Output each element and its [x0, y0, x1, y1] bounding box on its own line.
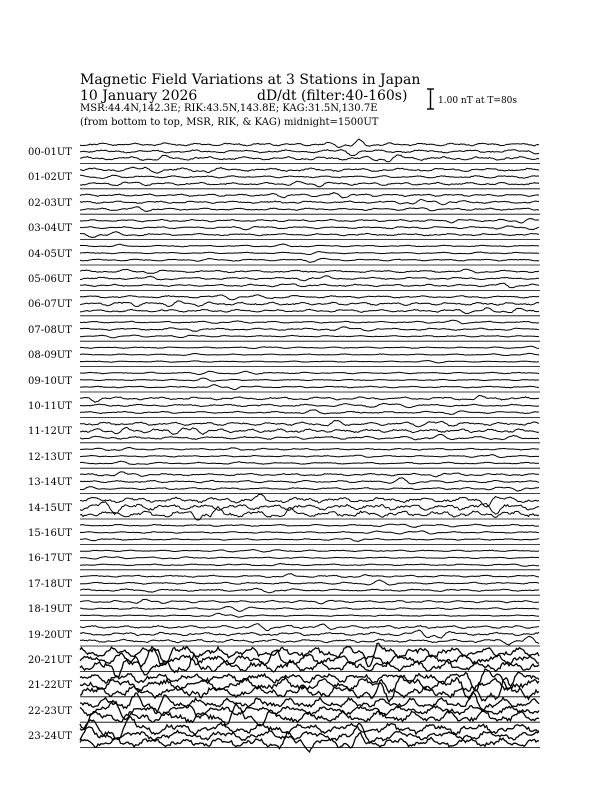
trace-rik: [80, 607, 539, 612]
trace-rik: [80, 226, 539, 230]
row-label: 15-16UT: [28, 528, 72, 539]
row-label: 22-23UT: [28, 705, 72, 717]
trace-kag: [80, 244, 539, 247]
trace-msr: [80, 564, 539, 567]
row-label: 08-09UT: [28, 350, 72, 362]
trace-rik: [80, 327, 539, 332]
trace-rik: [80, 301, 539, 307]
row-label: 23-24UT: [28, 731, 72, 743]
row-label: 20-21UT: [28, 655, 72, 666]
trace-msr: [80, 207, 539, 212]
trace-kag: [80, 472, 539, 477]
scale-label: 1.00 nT at T=80s: [438, 96, 518, 106]
trace-rik: [80, 557, 539, 560]
trace-msr: [80, 258, 539, 262]
row-label: 19-20UT: [28, 629, 72, 641]
row-label: 00-01UT: [28, 147, 72, 158]
trace-kag: [80, 295, 539, 300]
row-label: 05-06UT: [28, 274, 72, 285]
trace-msr: [80, 335, 539, 338]
trace-rik: [80, 150, 539, 156]
trace-msr: [80, 435, 539, 440]
row-label: 17-18UT: [28, 578, 72, 590]
trace-kag: [80, 692, 539, 714]
trace-msr: [80, 361, 539, 364]
trace-msr: [80, 385, 539, 390]
trace-rik: [80, 630, 539, 638]
trace-msr: [80, 538, 539, 541]
trace-rik: [80, 427, 539, 434]
trace-msr: [80, 507, 539, 520]
trace-kag: [80, 421, 539, 427]
row-label: 14-15UT: [28, 502, 72, 514]
trace-rik: [80, 252, 539, 255]
trace-kag: [80, 193, 539, 198]
row-label: 02-03UT: [28, 197, 72, 209]
chart-component: dD/dt (filter:40-160s): [257, 88, 408, 104]
trace-kag: [80, 574, 539, 578]
trace-kag: [80, 269, 539, 273]
trace-msr: [80, 613, 539, 617]
trace-rik: [80, 175, 539, 178]
row-label: 03-04UT: [28, 223, 72, 235]
trace-kag: [80, 599, 539, 604]
row-label: 18-19UT: [28, 604, 72, 616]
trace-msr: [80, 308, 539, 314]
trace-kag: [80, 320, 539, 324]
trace-msr: [80, 461, 539, 464]
trace-kag: [80, 346, 539, 348]
trace-rik: [80, 276, 539, 281]
trace-rik: [80, 199, 539, 205]
row-label: 11-12UT: [28, 426, 72, 438]
row-label: 16-17UT: [28, 553, 72, 565]
trace-rik: [80, 378, 539, 381]
trace-msr: [80, 410, 539, 415]
row-label: 07-08UT: [28, 324, 72, 336]
row-label: 10-11UT: [28, 401, 72, 412]
trace-msr: [80, 283, 539, 287]
trace-rik: [80, 403, 539, 407]
trace-rik: [80, 580, 539, 585]
row-label: 04-05UT: [28, 248, 72, 260]
trace-kag: [80, 167, 539, 173]
trace-kag: [80, 219, 539, 224]
trace-kag: [80, 524, 539, 527]
trace-msr: [80, 232, 539, 238]
trace-rik: [80, 455, 539, 458]
row-label: 21-22UT: [28, 680, 72, 692]
trace-msr: [80, 654, 539, 677]
station-coords: MSR:44.4N,142.3E; RIK:43.5N,143.8E; KAG:31.5N,130.7E: [80, 103, 378, 114]
trace-kag: [80, 371, 539, 374]
trace-msr: [80, 704, 539, 729]
trace-kag: [80, 624, 539, 631]
trace-kag: [80, 139, 539, 147]
station-order-note: (from bottom to top, MSR, RIK, & KAG) midnight=1500UT: [80, 117, 379, 128]
trace-kag: [80, 396, 539, 403]
trace-kag: [80, 550, 539, 553]
chart-date: 10 January 2026: [80, 88, 198, 104]
trace-msr: [80, 636, 539, 645]
trace-msr: [80, 181, 539, 187]
trace-msr: [80, 487, 539, 492]
trace-rik: [80, 531, 539, 534]
row-label: 13-14UT: [28, 477, 72, 489]
row-label: 09-10UT: [28, 375, 72, 387]
row-label: 01-02UT: [28, 172, 72, 184]
chart-title: Magnetic Field Variations at 3 Stations in Japan: [80, 72, 421, 88]
row-label: 06-07UT: [28, 299, 72, 311]
trace-rik: [80, 353, 539, 355]
trace-msr: [80, 588, 539, 593]
trace-rik: [80, 502, 539, 515]
trace-msr: [80, 732, 539, 752]
row-label: 12-13UT: [28, 451, 72, 463]
trace-kag: [80, 448, 539, 451]
trace-msr: [80, 155, 539, 162]
trace-rik: [80, 478, 539, 484]
